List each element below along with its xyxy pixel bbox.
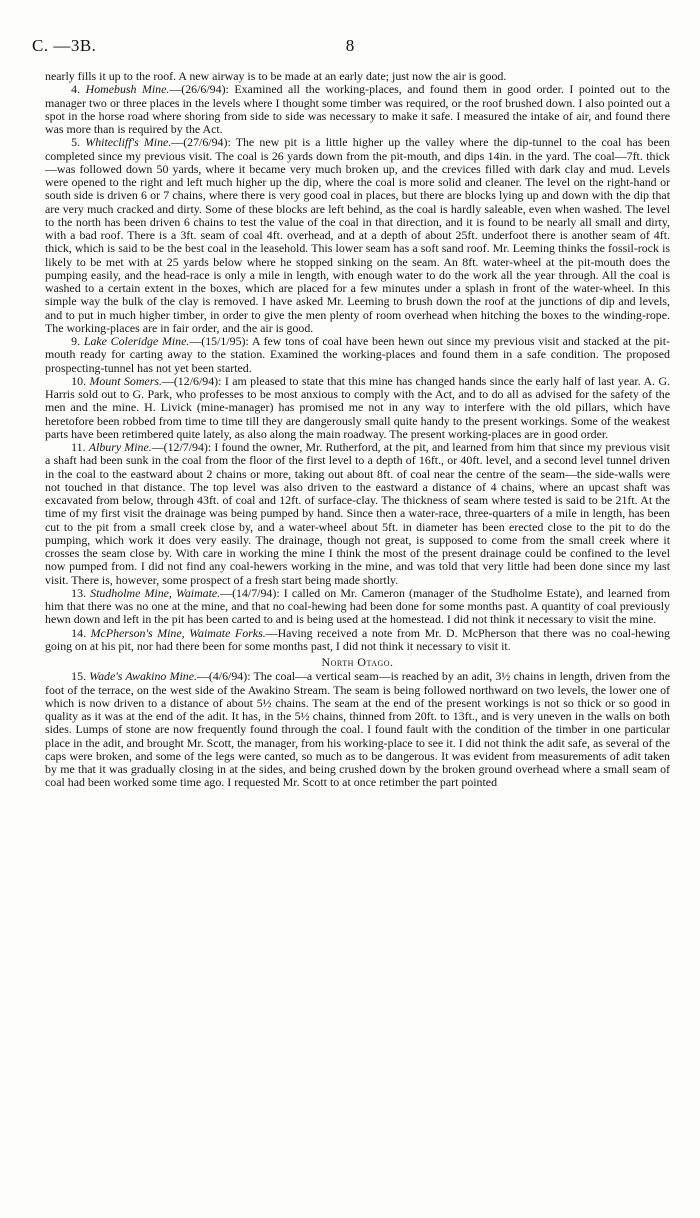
visit-date: —(26/6/94): [169,82,229,97]
mine-name: McPherson's Mine, Waimate Forks. [90,625,266,640]
paragraph-wades-awakino-mine [45,670,670,789]
paragraph-continuation [45,70,670,83]
visit-date: —(4/6/94): [197,669,251,684]
visit-date: —(27/6/94): [171,135,231,150]
paragraph-number: 10. [71,373,87,388]
paragraph-number: 14. [71,625,87,640]
paragraph-albury-mine [45,441,670,587]
mine-name: Whitecliff's Mine. [85,135,172,150]
paragraph-mcphersons-mine [45,627,670,654]
paragraph-text: Examined all the working-places, and found them in good order. I pointed out to the manager two or three places in the levels where I thought some timber was required, or the roof brushed down. I also pointed out a spot in the horse road where shoring from side to side was necessary to make it safe. I measured the intake of air, and found there was more than is required by the Act. [45,82,670,136]
mine-name: Wade's Awakino Mine. [89,669,197,684]
paragraph-number: 11. [71,440,86,454]
visit-date: —(15/1/95): [189,334,249,348]
paragraph-mount-somers [45,375,670,441]
paragraph-text: nearly fills it up to the roof. A new airway is to be made at an early date; just now the air is good. [45,69,507,83]
paragraph-text: The coal—a vertical seam—is reached by an adit, 3½ chains in length, driven from the foot of the terrace, on the west side of the Awakino Stream. The seam is being followed northward on two levels, the lower one of which is now driven to a distance of about 5½ chains. The seam at the end of the present workings is not so thick or so good in quality as it was at the end of the adit. It has, in the 5½ chains, thinned from 20ft. to 13ft., and is very uneven in the walls on both sides. Lumps of stone are now frequently found through the coal. I found fault with the condition of the timber in one particular place in the adit, and brought Mr. Scott, the manager, from his working-place to see it. I did not think the adit safe, as several of the caps were broken, and some of the legs were canted, so much as to be dangerous. It was evident from measurements of adit taken by me that it was gradually closing in at the sides, and being crushed down by the broken ground overhead where a small seam of coal had been worked some time ago. I requested Mr. Scott to at once retimber the part pointed [45,669,670,790]
visit-date: —(14/7/94): [220,585,280,600]
section-heading-north-otago: North Otago. [321,655,394,669]
paragraph-text: I am pleased to state that this mine has changed hands since the early half of last year. A. G. Harris sold out to G. Park, who professes to be most anxious to comply with the Act, and to do all as advised for the safety of the men and the mine. H. Livick (mine-manager) has promised me not in any way to interfere with the old pillars, which have heretofore been robbed from time to time till they are dangerously small quite handy to the present workings. Some of the weakest parts have been retimbered quite lately, as also along the main roadway. The present working-places are in good order. [45,373,670,441]
mine-name: Homebush Mine. [85,82,170,97]
paragraph-text: I called on Mr. Cameron (manager of the Studholme Estate), and learned from him that there was no one at the mine, and that no coal-hewing had been done for some months past. A quantity of coal previously hewn down and left in the pit has been carted to and is being used at the homestead. I did not think it necessary to visit the mine. [45,585,670,627]
visit-date: —(12/6/94): [161,373,222,388]
paragraph-number: 4. [71,82,81,97]
paragraph-text: I found the owner, Mr. Rutherford, at the pit, and learned from him that since my previous visit a shaft had been sunk in the coal from the floor of the first level to a depth of 16ft., or 40ft. level, and a second level tunnel driven in the coal to the eastward about 2 chains or more, taking out about 8ft. of coal near the centre of the seam—the side-walls were not touched in that distance. The top level was also driven to the eastward a distance of 4 chains, where an upcast shaft was excavated from below, through 43ft. of coal and 12ft. of surface-clay. The thickness of seam where tested is said to be 21ft. At the time of my first visit the drainage was being pumped by hand. Since then a water-race, three-quarters of a mile in length, has been cut to the pit from a small creek close by, and a water-wheel about 5ft. in diameter has been erected close to the pit to do the pumping, which work it does very easily. The drainage, though not great, is supposed to come from the small creek where it crosses the seam close by. With care in working the mine I think the most of the present drainage could be confined to the level now pumped from. I did not find any coal-hewers working in the mine, and was told that very little had been done since my last visit. There is, however, some prospect of a fresh start being made shortly. [45,440,670,587]
paragraph-text: Having received a note from Mr. D. McPherson that there was no coal-hewing going on at his pit, nor had there been for some months past, I did not think it necessary to visit it. [45,625,670,653]
paragraph-number: 9. [71,334,81,348]
paragraph-number: 15. [71,669,87,684]
page-header [28,36,672,58]
visit-date: —(12/7/94): [151,440,212,454]
mine-name: Albury Mine. [88,440,152,454]
page-number: 8 [345,36,355,55]
paragraph-lake-coleridge-mine [45,335,670,375]
mine-name: Lake Coleridge Mine. [83,334,190,348]
document-reference: C. —3B. [32,36,97,55]
paragraph-homebush-mine [45,83,670,136]
paragraph-text: A few tons of coal have been hewn out since my previous visit and stacked at the pit-mouth ready for carting away to the station. Examined the working-places and found them in a safe condition. The proposed prospecting-tunnel has not yet been started. [45,334,670,375]
paragraph-number: 5. [71,135,81,150]
paragraph-whitecliffs-mine [45,136,670,335]
paragraph-number: 13. [71,585,87,600]
report-body [45,70,670,790]
mine-name: Mount Somers. [89,373,162,388]
paragraph-studholme-mine [45,587,670,627]
mine-name: Studholme Mine, Waimate. [90,585,221,600]
paragraph-text: The new pit is a little higher up the valley where the dip-tunnel to the coal has been completed since my previous visit. The coal is 26 yards down from the pit-mouth, and dips 14in. in the yard. The coal—7ft. thick—was followed down 50 yards, where it became very much broken up, and the crevices filled with dark clay and mud. Levels were opened to the right and left much higher up the dip, where the coal is more solid and cleaner. The level on the right-hand or south side is driven 6 or 7 chains, where there is very good coal in places, but there are blocks lying up and down with the dip that are very much cracked and dirty. Some of these blocks are left behind, as the coal is hardly saleable, even when washed. The level to the north has been driven 6 chains to test the value of the coal in that direction, and it is found to be nearly all small and dirty, with a bad roof. There is a 3ft. seam of coal 4ft. overhead, and at a depth of about 25ft. underfoot there is another seam of 4ft. thick, which is said to be the best coal in the leasehold. This lower seam has a soft sand roof. Mr. Leeming thinks the fossil-rock is likely to be met with at 25 yards below where he stopped sinking on the seam. An 8ft. water-wheel at the pit-mouth does the pumping easily, and the head-race is only a mile in length, with enough water to do the work all the year through. All the coal is washed to a certain extent in the boxes, which are placed for a few minutes under a splash in front of the water-wheel. In this simple way the bulk of the clay is removed. I have asked Mr. Leeming to brush down the roof at the junctions of dip and levels, and to put in much higher timber, in order to give the men plenty of room overhead when hitching the boxes to the winding-rope. The working-places are in fair order, and the air is good. [45,135,670,335]
visit-date: — [265,625,278,640]
